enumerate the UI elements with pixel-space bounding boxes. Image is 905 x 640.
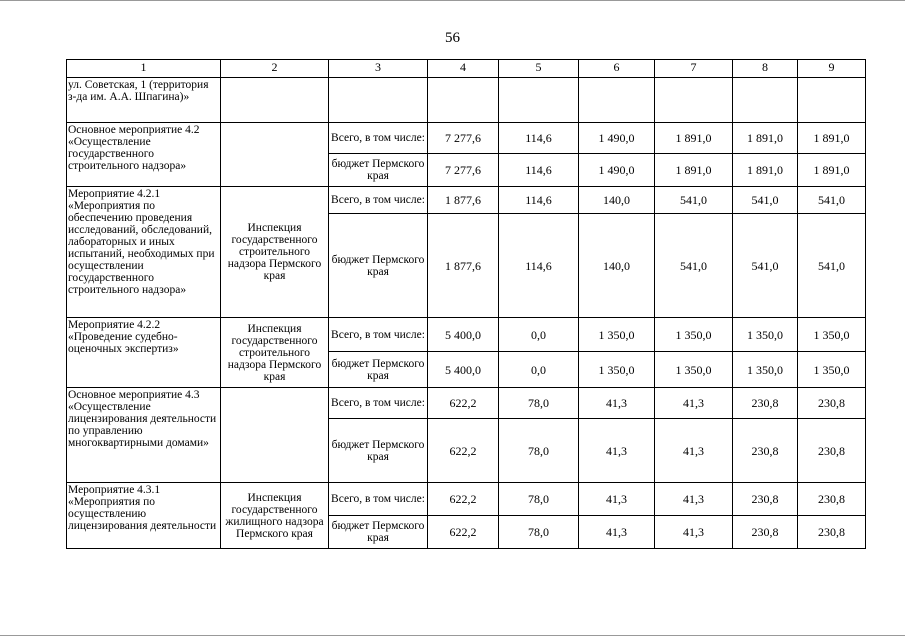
value-cell: 0,0 — [499, 318, 579, 352]
responsible-cell — [221, 123, 329, 187]
empty-cell — [733, 78, 798, 123]
bottom-edge-line — [0, 635, 905, 636]
empty-cell — [499, 78, 579, 123]
value-cell: 41,3 — [579, 419, 655, 483]
value-cell: 1 891,0 — [733, 154, 798, 187]
value-cell: 230,8 — [733, 483, 798, 516]
value-cell: 140,0 — [579, 214, 655, 318]
value-cell: 1 891,0 — [655, 123, 733, 154]
table-row — [67, 483, 866, 516]
value-cell: 541,0 — [733, 187, 798, 214]
source-label: бюджет Пермского края — [329, 154, 428, 187]
value-cell: 541,0 — [655, 214, 733, 318]
value-cell: 41,3 — [579, 483, 655, 516]
value-cell: 622,2 — [428, 419, 499, 483]
activity-name: Основное мероприятие 4.2 «Осуществление государственного строительного надзора» — [67, 123, 221, 187]
column-header: 1 — [67, 60, 221, 78]
source-label: Всего, в том числе: — [329, 388, 428, 419]
column-header: 5 — [499, 60, 579, 78]
table-row — [67, 123, 866, 154]
value-cell: 622,2 — [428, 483, 499, 516]
responsible-cell: Инспекция государственного жилищного надзора Пермского края — [221, 483, 329, 549]
responsible-cell: Инспекция государственного строительного надзора Пермского края — [221, 318, 329, 388]
value-cell: 1 350,0 — [798, 318, 866, 352]
value-cell: 1 350,0 — [655, 352, 733, 388]
value-cell: 41,3 — [655, 419, 733, 483]
value-cell: 7 277,6 — [428, 123, 499, 154]
value-cell: 78,0 — [499, 419, 579, 483]
source-label: Всего, в том числе: — [329, 123, 428, 154]
value-cell: 78,0 — [499, 516, 579, 549]
value-cell: 78,0 — [499, 388, 579, 419]
value-cell: 541,0 — [798, 214, 866, 318]
value-cell: 41,3 — [655, 388, 733, 419]
column-header: 2 — [221, 60, 329, 78]
value-cell: 114,6 — [499, 187, 579, 214]
column-header: 3 — [329, 60, 428, 78]
value-cell: 41,3 — [579, 388, 655, 419]
source-label: Всего, в том числе: — [329, 187, 428, 214]
activity-name: ул. Советская, 1 (территория з-да им. А.А. Шпагина)» — [67, 78, 221, 123]
value-cell: 1 350,0 — [655, 318, 733, 352]
value-cell: 1 891,0 — [655, 154, 733, 187]
table-row — [67, 187, 866, 214]
value-cell: 622,2 — [428, 516, 499, 549]
value-cell: 1 350,0 — [733, 318, 798, 352]
column-header: 8 — [733, 60, 798, 78]
activity-name: Мероприятие 4.2.1 «Мероприятия по обеспечению проведения исследований, обследований, лабораторных и иных испытаний, необходимых при осуществлении государственного строительного надзора» — [67, 187, 221, 318]
value-cell: 41,3 — [655, 483, 733, 516]
responsible-cell — [221, 388, 329, 483]
source-label: Всего, в том числе: — [329, 318, 428, 352]
value-cell: 1 350,0 — [798, 352, 866, 388]
value-cell: 114,6 — [499, 154, 579, 187]
value-cell: 1 350,0 — [733, 352, 798, 388]
page-number: 56 — [445, 30, 460, 46]
value-cell: 78,0 — [499, 483, 579, 516]
empty-cell — [221, 78, 329, 123]
value-cell: 230,8 — [798, 516, 866, 549]
value-cell: 230,8 — [798, 419, 866, 483]
value-cell: 230,8 — [798, 483, 866, 516]
source-label: бюджет Пермского края — [329, 516, 428, 549]
source-label: бюджет Пермского края — [329, 214, 428, 318]
activity-name: Мероприятие 4.3.1 «Мероприятия по осуществлению лицензирования деятельности — [67, 483, 221, 549]
responsible-cell: Инспекция государственного строительного надзора Пермского края — [221, 187, 329, 318]
value-cell: 114,6 — [499, 123, 579, 154]
value-cell: 1 891,0 — [798, 123, 866, 154]
table-row — [67, 318, 866, 352]
value-cell: 1 891,0 — [733, 123, 798, 154]
value-cell: 622,2 — [428, 388, 499, 419]
empty-cell — [655, 78, 733, 123]
value-cell: 0,0 — [499, 352, 579, 388]
value-cell: 1 490,0 — [579, 154, 655, 187]
top-edge-line — [0, 0, 905, 1]
source-label: бюджет Пермского края — [329, 352, 428, 388]
value-cell: 41,3 — [579, 516, 655, 549]
activity-name: Мероприятие 4.2.2 «Проведение судебно-оценочных экспертиз» — [67, 318, 221, 388]
value-cell: 5 400,0 — [428, 352, 499, 388]
empty-cell — [428, 78, 499, 123]
value-cell: 230,8 — [798, 388, 866, 419]
column-header: 9 — [798, 60, 866, 78]
value-cell: 541,0 — [655, 187, 733, 214]
value-cell: 1 350,0 — [579, 352, 655, 388]
empty-cell — [579, 78, 655, 123]
value-cell: 114,6 — [499, 214, 579, 318]
value-cell: 41,3 — [655, 516, 733, 549]
value-cell: 230,8 — [733, 419, 798, 483]
activity-name: Основное мероприятие 4.3 «Осуществление лицензирования деятельности по управлению многоквартирными домами» — [67, 388, 221, 483]
table-row — [67, 388, 866, 419]
column-header: 7 — [655, 60, 733, 78]
empty-cell — [798, 78, 866, 123]
column-header: 4 — [428, 60, 499, 78]
column-header: 6 — [579, 60, 655, 78]
value-cell: 1 490,0 — [579, 123, 655, 154]
value-cell: 5 400,0 — [428, 318, 499, 352]
value-cell: 1 877,6 — [428, 187, 499, 214]
source-label: Всего, в том числе: — [329, 483, 428, 516]
table-row — [67, 78, 866, 123]
value-cell: 541,0 — [798, 187, 866, 214]
value-cell: 1 891,0 — [798, 154, 866, 187]
value-cell: 1 877,6 — [428, 214, 499, 318]
value-cell: 541,0 — [733, 214, 798, 318]
value-cell: 140,0 — [579, 187, 655, 214]
value-cell: 7 277,6 — [428, 154, 499, 187]
column-number-row — [67, 60, 866, 78]
value-cell: 230,8 — [733, 388, 798, 419]
value-cell: 230,8 — [733, 516, 798, 549]
empty-cell — [329, 78, 428, 123]
budget-table — [66, 59, 866, 549]
value-cell: 1 350,0 — [579, 318, 655, 352]
source-label: бюджет Пермского края — [329, 419, 428, 483]
